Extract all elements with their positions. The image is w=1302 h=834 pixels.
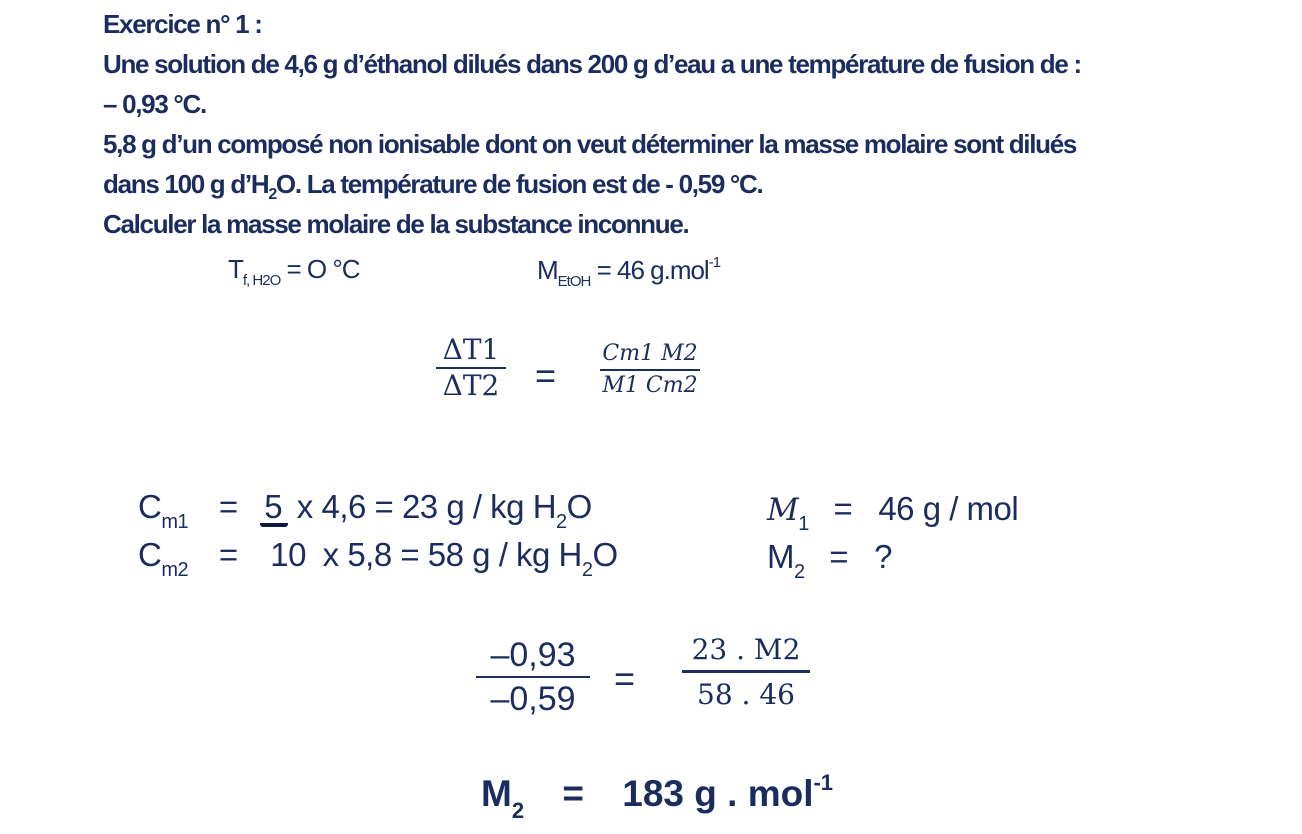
cm1-m2: Cm1 M2 <box>602 341 698 366</box>
delta-t2: ΔT2 <box>442 369 500 402</box>
given-m-etoh <box>537 254 720 290</box>
m2-value <box>767 538 892 584</box>
result-equals: = <box>562 773 584 814</box>
m2-label: M <box>767 538 794 575</box>
cm1-h2o-subscript: 2 <box>556 511 567 533</box>
delta-t1: ΔT1 <box>442 333 500 366</box>
final-result <box>481 770 833 824</box>
delta-t2-value: –0,59 <box>490 680 576 718</box>
m1-value <box>767 490 1018 536</box>
m1-subscript: 1 <box>798 513 809 535</box>
cm1-o: O <box>566 488 592 525</box>
m1-cm2: M1 Cm2 <box>602 373 698 398</box>
exercise-line-3: 5,8 g d’un composé non ionisable dont on veut déterminer la masse molaire sont dilués <box>103 129 1077 159</box>
exercise-line-1: Une solution de 4,6 g d’éthanol dilués dans 200 g d’eau a une température de fusion de : <box>103 49 1081 79</box>
denominator-58-46: 58 . 46 <box>697 678 795 711</box>
cm1-rest: x 4,6 = 23 g / kg H <box>296 488 557 525</box>
cm2-calculation <box>138 536 618 582</box>
cm1-equals: = <box>218 488 238 525</box>
cm1-label: C <box>138 488 162 525</box>
equals-sign: = <box>614 658 636 699</box>
result-exponent: -1 <box>813 770 834 795</box>
line4-text-a: dans 100 g d’H <box>103 169 269 199</box>
cm2-factor: 10 <box>270 536 306 573</box>
m-etoh-exponent: -1 <box>708 254 721 271</box>
m2-subscript: 2 <box>794 561 805 583</box>
line4-subscript: 2 <box>268 186 276 203</box>
cm2-o: O <box>592 536 618 573</box>
m2-equals-value: = ? <box>829 538 892 575</box>
m1-label: M <box>767 492 799 528</box>
delta-t1-value: –0,93 <box>490 636 576 674</box>
given-tf-h2o <box>228 254 360 289</box>
result-label: M <box>481 773 512 814</box>
cm1-calculation <box>138 488 592 534</box>
tf-subscript: f, H2O <box>242 272 281 289</box>
tf-value: = O °C <box>280 254 360 284</box>
cm2-equals: = <box>218 536 238 573</box>
cm1-factor: 5 <box>260 491 288 527</box>
m-etoh-symbol: M <box>537 255 558 285</box>
temperature-fraction <box>476 634 590 720</box>
exercise-question: Calculer la masse molaire de la substance inconnue. <box>103 209 689 239</box>
cm1-subscript: m1 <box>161 511 189 533</box>
m1-equals-value: = 46 g / mol <box>833 490 1019 527</box>
result-value: 183 g . mol <box>622 773 814 814</box>
cm2-subscript: m2 <box>161 559 189 581</box>
cm2-rest: x 5,8 = 58 g / kg H <box>322 536 582 573</box>
line4-text-b: O. La température de fusion est de - 0,59 °C. <box>275 169 763 199</box>
tf-symbol: T <box>228 254 243 284</box>
numerator-23-m2: 23 . M2 <box>691 633 801 666</box>
mass-fraction <box>682 630 810 717</box>
cm2-h2o-subscript: 2 <box>581 559 593 581</box>
exercise-title: Exercice n° 1 : <box>103 9 262 39</box>
equals-sign: = <box>535 355 557 396</box>
exercise-line-2: – 0,93 °C. <box>103 89 206 119</box>
m-etoh-value: = 46 g.mol <box>590 255 709 285</box>
result-subscript: 2 <box>511 798 525 823</box>
delta-t-fraction <box>436 333 506 403</box>
cm2-label: C <box>138 536 162 573</box>
m-etoh-subscript: EtOH <box>557 273 591 290</box>
cm-m-fraction <box>600 339 700 401</box>
